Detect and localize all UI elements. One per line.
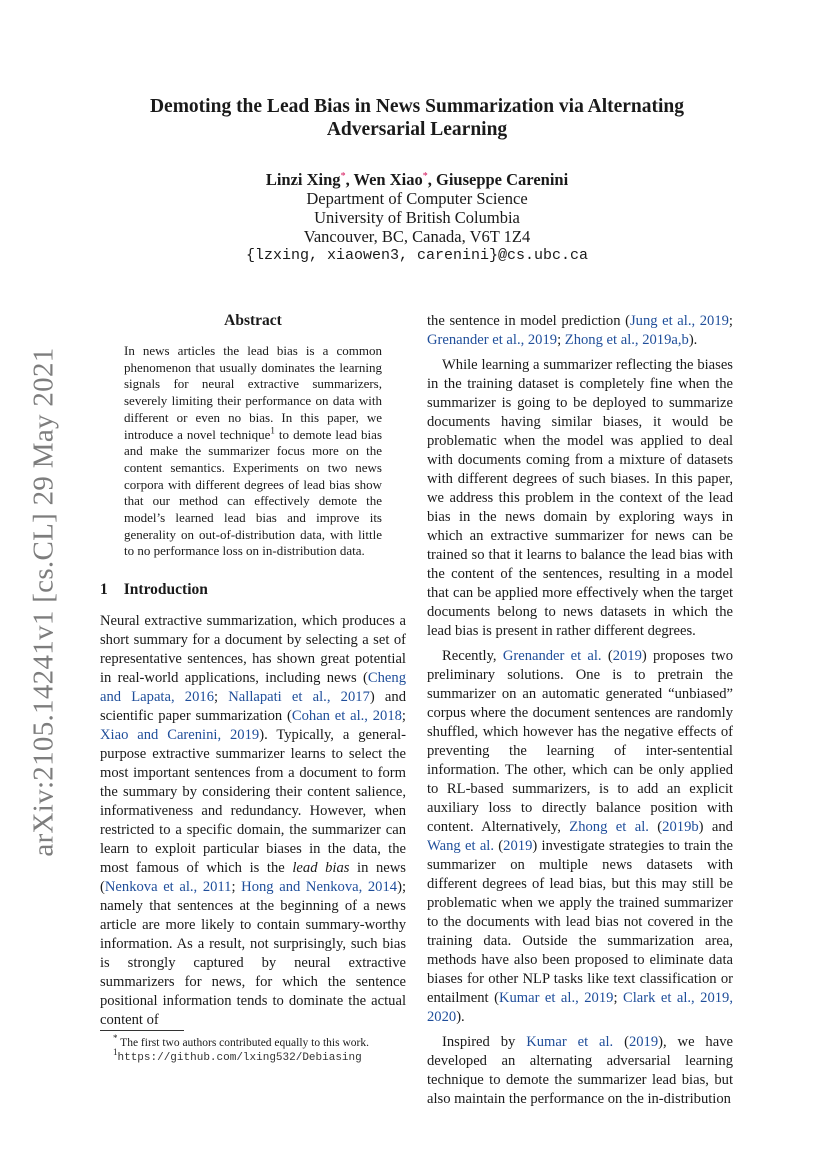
affiliation-location: Vancouver, BC, Canada, V6T 1Z4	[303, 227, 531, 246]
section-title: Introduction	[123, 581, 208, 599]
citation-link[interactable]: Kumar et al.	[526, 1034, 614, 1050]
citation-link[interactable]: 2019	[628, 1034, 659, 1050]
citation-link[interactable]: Nenkova et al., 2011	[104, 879, 232, 896]
paragraph-text: ) investigate strategies to train the summarizer on multiple news datasets with different degrees of lead bias, but this may still be problematic when we apply the trained summarizer to the documents with lead bias not covered in the training data. Outside the summarization area, methods have also been proposed to eliminate data biases for other NLP tasks like text classification or entailment (	[427, 838, 733, 1006]
paragraph-text: ); namely that sentences at the beginning of a news article are more likely to contain summary-worthy information. As a result, not surprisingly, such bias is strongly captured by neural extractive summarizers for news, for which the sentence positional information tends to dominate the actual content of	[100, 879, 406, 1029]
affiliation-department: Department of Computer Science	[306, 189, 528, 208]
equal-contribution-mark: *	[422, 171, 428, 182]
footnotes	[100, 1030, 406, 1065]
paragraph-text: ;	[231, 879, 242, 896]
paragraph-text: ) and scientific paper summarization (	[100, 689, 406, 725]
footnote-url-link[interactable]: https://github.com/lxing532/Debiasing	[117, 1052, 362, 1064]
citation-link[interactable]: Grenander et al.	[502, 648, 602, 664]
author-1: Linzi Xing	[265, 170, 341, 189]
abstract-heading: Abstract	[224, 312, 282, 329]
right-column	[427, 312, 733, 1115]
footnote-text: The first two authors contributed equally to this work.	[120, 1037, 369, 1049]
footnote-equal-contribution	[100, 1033, 406, 1050]
citation-link[interactable]: Jung et al., 2019	[629, 313, 729, 329]
paragraph-text: ). Typically, a general-purpose extractive summarizer learns to select the most important sentences from a document to form the summary by considering their content salience, informativeness and redundancy. However, when restricted to a specific domain, the summarizer can learn to exploit particular biases in the data, the most famous of which is the	[100, 727, 406, 877]
footnote-1	[100, 1047, 406, 1065]
title-line-1: Demoting the Lead Bias in News Summarization via Alternating	[149, 96, 685, 117]
footnote-mark: *	[113, 1033, 118, 1044]
paragraph-text: in news (	[100, 860, 406, 896]
paragraph-text: ;	[728, 313, 733, 329]
paragraph-text: the sentence in model prediction (	[427, 313, 630, 329]
paragraph-text: Neural extractive summarization, which produces a short summary for a document by selecting a set of representative sentences, has shown great potential in real-world applications, including news (	[100, 613, 406, 687]
citation-link[interactable]: Cohan et al., 2018	[291, 708, 402, 725]
paragraph-text: ;	[401, 708, 406, 725]
left-column	[100, 312, 406, 1036]
paragraph-text: ) proposes two preliminary solutions. One is to pretrain the summarizer on an automatic generated “unbiased” corpus where the document sentences are randomly shuffled, which however has the negative effects of preventing the learning of inter-sentential information. The other, which can be only applied to RL-based summarizers, is to add an explicit auxiliary loss to directly balance position with content. Alternatively,	[427, 648, 734, 835]
abstract-text: to demote lead bias and make the summarizer focus more on the content semantics. Experiments on two news corpora with different degrees of lead bias show that our method can effectively demote the model’s learned lead bias and improve its generality on out-of-distribution data, with little to no performance loss on in-distribution data.	[124, 426, 383, 559]
author-emails: {lzxing, xiaowen3, carenini}@cs.ubc.ca	[245, 247, 589, 264]
citation-link[interactable]: 2019b	[662, 819, 699, 835]
citation-link[interactable]: Nallapati et al., 2017	[228, 689, 370, 706]
paragraph-text: ;	[214, 689, 229, 706]
citation-link[interactable]: Grenander et al., 2019	[427, 332, 558, 348]
paper-title	[110, 95, 724, 141]
citation-link[interactable]: Clark et al., 2019, 2020	[427, 990, 734, 1025]
paragraph	[100, 612, 406, 1030]
section-number: 1	[100, 581, 108, 599]
author-3: Giuseppe Carenini	[435, 170, 569, 189]
author-separator: ,	[427, 170, 436, 189]
citation-link[interactable]: 2019	[503, 838, 533, 854]
paragraph-text: Recently,	[442, 648, 503, 664]
paragraph-text: ;	[613, 990, 623, 1006]
paragraph-text: (	[613, 1034, 629, 1050]
paragraph	[427, 1033, 733, 1109]
paragraph-text: ) and	[698, 819, 733, 835]
paragraph-continued	[427, 312, 733, 350]
citation-link[interactable]: 2019	[612, 648, 642, 664]
footnote-ref-1: 1	[270, 425, 275, 436]
emphasis: lead bias	[292, 860, 350, 877]
author-2: Wen Xiao	[353, 170, 423, 189]
section-heading-introduction	[100, 581, 406, 599]
paragraph-text: ).	[688, 332, 698, 348]
paragraph-text: Inspired by	[442, 1034, 527, 1050]
footnote-mark: 1	[113, 1047, 118, 1058]
paragraph-text: ), we have developed an alternating adversarial learning technique to demote the summarizer lead bias, but also maintain the performance on the in-distribution	[427, 1034, 733, 1107]
title-line-2: Adversarial Learning	[326, 119, 508, 140]
affiliation-university: University of British Columbia	[314, 208, 520, 227]
citation-link[interactable]: Zhong et al., 2019a,b	[564, 332, 689, 348]
equal-contribution-mark: *	[340, 171, 346, 182]
citation-link[interactable]: Kumar et al., 2019	[498, 990, 614, 1006]
citation-link[interactable]: Zhong et al.	[569, 819, 649, 835]
author-names	[110, 167, 724, 189]
paragraph-text: ).	[456, 1009, 465, 1025]
arxiv-identifier: arXiv:2105.14241v1 [cs.CL] 29 May 2021	[27, 347, 60, 857]
author-block	[110, 167, 724, 265]
paragraph: While learning a summarizer reflecting the biases in the training dataset is completely fine when the summarizer is going to be deployed to summarize documents having similar biases, it would be problematic when the model was applied to deal with documents coming from a mixture of datasets with different degrees of such biases. In this paper, we address this problem in the context of the lead bias in the news domain by exploring ways in which an extractive summarizer for news can be trained so that it learns to balance the lead bias with the content of the sentences, resulting in a model that can be applied more effectively when the target documents belong to news datasets in which the lead bias is present in rather different degrees.	[427, 357, 733, 639]
paragraph	[427, 647, 733, 1027]
citation-link[interactable]: Wang et al.	[427, 838, 494, 854]
paragraph-text: (	[601, 648, 613, 664]
citation-link[interactable]: Hong and Nenkova, 2014	[241, 879, 398, 896]
author-separator: ,	[345, 170, 354, 189]
paragraph-text: ;	[557, 332, 565, 348]
abstract-body	[124, 343, 382, 560]
paragraph-text: (	[494, 838, 504, 854]
paragraph-text: (	[648, 819, 663, 835]
citation-link[interactable]: Xiao and Carenini, 2019	[100, 727, 260, 744]
citation-link[interactable]: Cheng and Lapata, 2016	[100, 670, 406, 706]
abstract-text: In news articles the lead bias is a common phenomenon that usually dominates the learning signals for neural extractive summarizers, severely limiting their performance on data with different or even no bias. In this paper, we introduce a novel technique	[124, 343, 382, 442]
footnote-divider	[100, 1030, 184, 1031]
